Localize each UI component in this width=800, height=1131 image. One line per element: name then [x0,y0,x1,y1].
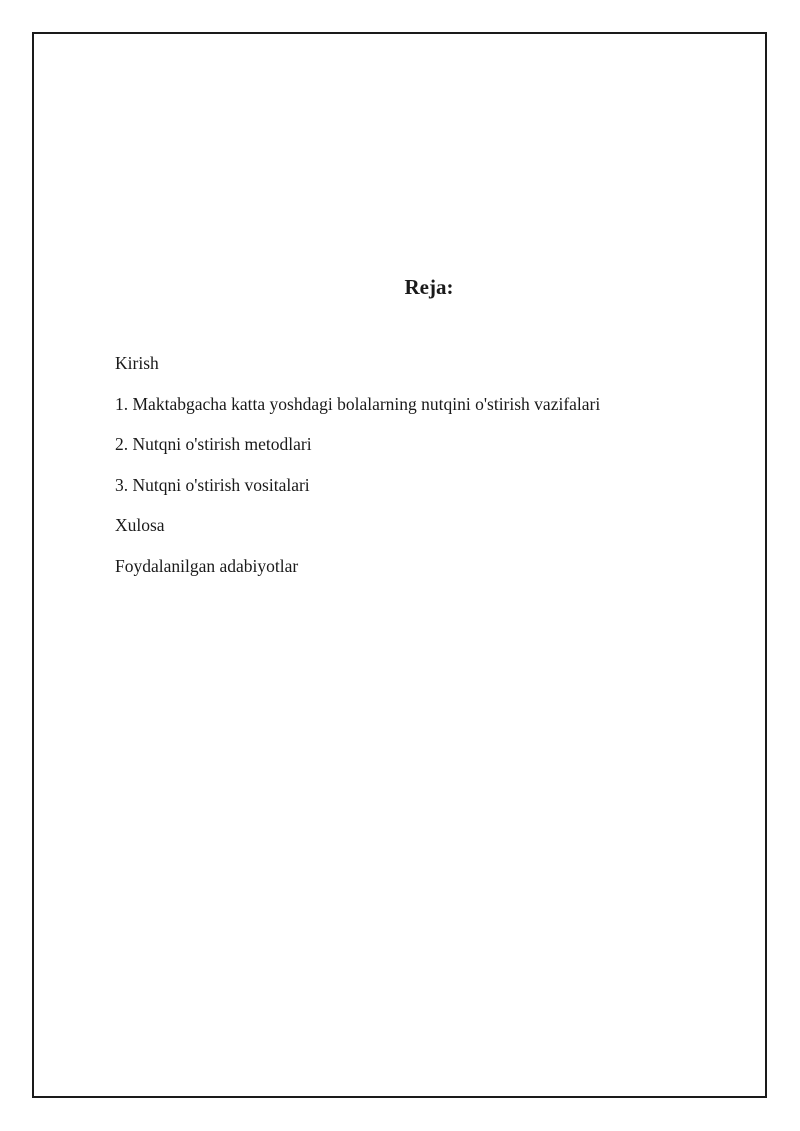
toc-item-introduction: Kirish [115,353,159,373]
page-title: Reja: [404,275,454,299]
toc-item-3: 3. Nutqni o'stirish vositalari [115,474,310,495]
toc-item-2: 2. Nutqni o'stirish metodlari [115,434,312,454]
toc-item-1: 1. Maktabgacha katta yoshdagi bolalarning nutqini o'stirish vazifalari [115,393,601,414]
toc-item-references: Foydalanilgan adabiyotlar [115,555,299,576]
table-of-contents [115,348,745,591]
toc-item-conclusion: Xulosa [115,515,165,535]
